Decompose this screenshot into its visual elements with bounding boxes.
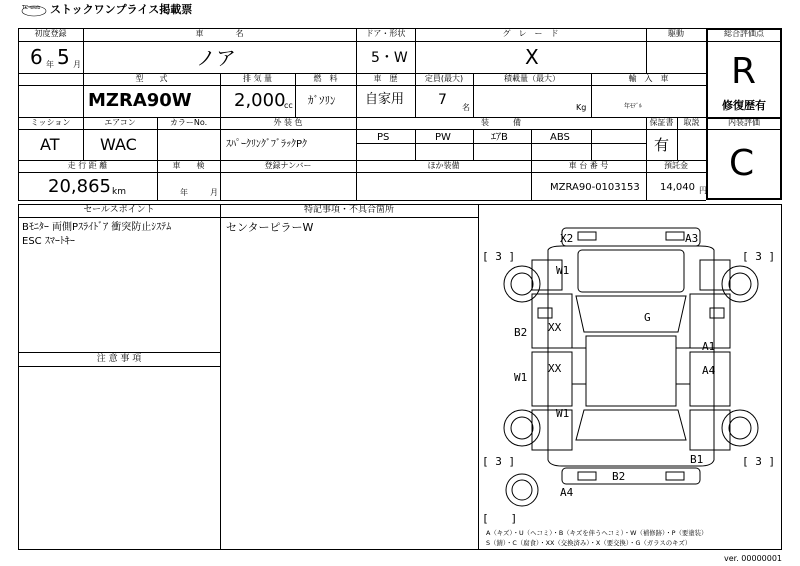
mark-b2-left: B2: [514, 326, 528, 339]
equip-ps: PS: [377, 132, 390, 143]
aircon-value: WAC: [100, 135, 137, 154]
tire-tl: [ 3 ]: [482, 250, 516, 263]
logo: [20, 2, 48, 16]
label-interior: 内装評価: [728, 118, 760, 127]
label-grade: グ レ ー ド: [502, 29, 559, 38]
mark-w1-left: W1: [514, 371, 528, 384]
form-title: ストックワンプライス掲載票: [50, 3, 193, 16]
label-mileage: 走 行 距 離: [67, 161, 108, 170]
sales-point-line2: ESC ｽﾏｰﾄｷｰ: [22, 236, 75, 247]
label-inspection: 車 検: [172, 161, 205, 170]
mark-xx-front: XX: [548, 321, 562, 334]
label-fuel: 燃 料: [313, 74, 338, 83]
ext-color-value: ｽﾊﾟｰｸﾘﾝｸﾞﾌﾞﾗｯｸPｸ: [226, 139, 308, 150]
equip-pw: PW: [435, 132, 451, 143]
tire-br: [ 3 ]: [742, 455, 776, 468]
mark-g: G: [644, 311, 651, 324]
recycle-value: 14,040: [660, 182, 695, 193]
displacement-value: 2,000: [234, 90, 286, 111]
mark-w1-rear: W1: [556, 407, 570, 420]
label-first-reg: 初度登録: [34, 29, 67, 38]
insp-month-unit: 月: [210, 188, 218, 197]
insp-year-unit: 年: [180, 188, 188, 197]
mark-xx-rear: XX: [548, 362, 562, 375]
legend-line1: A（キズ）・U（ヘコミ）・B（キズを伴うヘコミ）・W（補修跡）・P（要塗装）: [486, 529, 708, 537]
mark-a1: A1: [702, 340, 716, 353]
label-color-no: カラーNo.: [169, 118, 208, 127]
label-recycle: 預託金: [664, 161, 688, 170]
km-unit: km: [112, 187, 126, 197]
label-chassis: 車 台 番 号: [568, 161, 609, 170]
car-name: ノア: [196, 46, 236, 70]
label-import: 輸 入 車: [628, 74, 669, 83]
history-value: 自家用: [365, 92, 405, 107]
car-damage-diagram: [478, 204, 782, 550]
label-aircon: エアコン: [104, 118, 136, 127]
cc-unit: cc: [284, 101, 293, 110]
label-caution: 注 意 事 項: [96, 354, 142, 364]
label-car-name: 車 名: [195, 29, 244, 38]
label-load: 積載量（最大）: [504, 74, 560, 83]
repair-history: 修復歴有: [722, 99, 766, 112]
reg-year-unit: 年: [46, 60, 54, 69]
kg-unit: Kg: [576, 103, 587, 112]
reg-month-unit: 月: [73, 60, 81, 69]
equip-airbag: ｴｱB: [491, 132, 508, 143]
sales-point-line1: Bﾓﾆﾀｰ 両側Pｽﾗｲﾄﾞｱ 衝突防止ｼｽﾃﾑ: [22, 222, 172, 233]
label-door-type: ドア・形状: [365, 29, 406, 38]
logo-text: TC-web: [22, 5, 41, 11]
label-warranty: 保証書: [649, 118, 674, 127]
grade-value: X: [525, 45, 539, 69]
label-other-equip: ほか装備: [427, 161, 460, 170]
label-displacement: 排 気 量: [242, 74, 273, 83]
mission-value: AT: [40, 135, 60, 154]
tire-tr: [ 3 ]: [742, 250, 776, 263]
overall-grade: R: [731, 51, 757, 92]
reg-year: 6: [30, 45, 43, 69]
version: ver. 00000001: [724, 554, 783, 563]
label-drive: 駆動: [668, 29, 684, 38]
capacity-value: 7: [438, 92, 447, 108]
equip-abs: ABS: [550, 132, 570, 143]
mark-b2-rear: B2: [612, 470, 626, 483]
label-plate: 登録ナンバー: [264, 161, 312, 170]
tire-bl: [ 3 ]: [482, 455, 516, 468]
model-year-unit: 年ﾓﾃﾞﾙ: [624, 103, 643, 110]
warranty-value: 有: [654, 136, 670, 154]
legend-line2: S（錆）・C（腐食）・XX（交換済み）・X（要交換）・G（ガラスのキズ）: [486, 539, 692, 547]
label-overall: 総合評価点: [724, 29, 764, 38]
reg-month: 5: [57, 45, 70, 69]
label-sales-points: セールスポイント: [83, 205, 155, 215]
notes-text: センターピラーW: [226, 221, 314, 234]
mileage-value: 20,865: [48, 176, 111, 197]
mark-b1: B1: [690, 453, 704, 466]
yen-unit: 円: [699, 186, 707, 195]
label-model: 型 式: [135, 74, 168, 83]
spare-tire: [ ]: [482, 512, 518, 525]
mark-a4-rear: A4: [560, 486, 574, 499]
mark-x2: X2: [560, 232, 574, 245]
door-type: 5・W: [371, 50, 408, 66]
interior-grade: C: [729, 143, 755, 184]
model-value: MZRA90W: [88, 90, 192, 111]
label-capacity: 定員(最大): [424, 74, 464, 83]
fuel-value: ｶﾞｿﾘﾝ: [308, 94, 336, 107]
label-ext-color: 外 装 色: [273, 118, 303, 127]
mark-a4-right: A4: [702, 364, 716, 377]
label-mission: ミッション: [30, 118, 71, 127]
label-notes: 特記事項・不具合箇所: [303, 205, 394, 215]
mark-w1-front: W1: [556, 264, 570, 277]
mark-a3: A3: [685, 232, 699, 245]
label-manual: 取説: [683, 118, 700, 127]
person-unit: 名: [462, 103, 470, 112]
label-history: 車 歴: [373, 74, 398, 83]
label-equipment: 装 備: [481, 118, 521, 127]
chassis-value: MZRA90-0103153: [550, 182, 640, 193]
